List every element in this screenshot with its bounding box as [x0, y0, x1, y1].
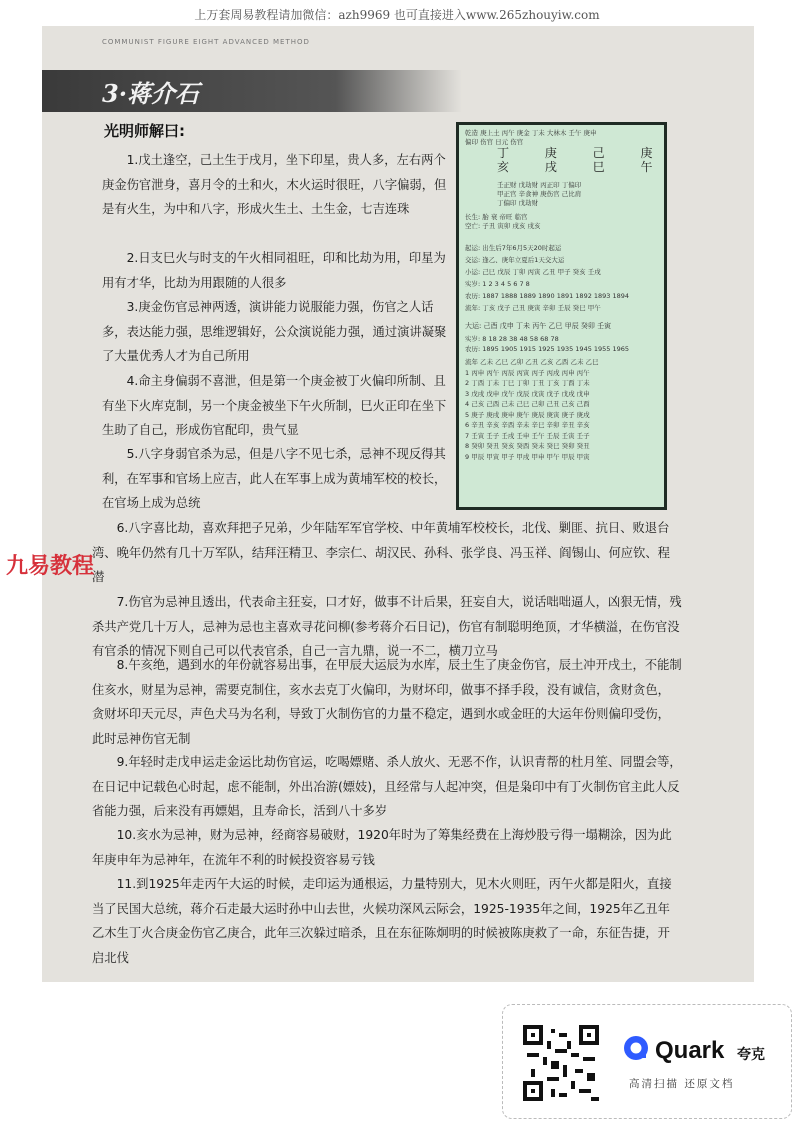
section-banner: [42, 70, 462, 112]
scanned-page: [42, 26, 754, 982]
grid-row: 8 癸卯 癸丑 癸亥 癸酉 癸未 癸巳 癸卯 癸丑: [465, 442, 590, 450]
chart-kongwang-row: 空亡: 子丑 寅卯 戌亥 戌亥: [465, 222, 541, 230]
subheading: 光明师解曰:: [104, 122, 185, 140]
paragraph-9: 9.年轻时走戊申运走金运比劫伤官运，吃喝嫖赌、杀人放火、无恶不作，认识青帮的杜月笙、同盟会等，在日记中记载色心时起，虑不能制，外出冶游(嫖妓)，且经常与人起冲突，但是枭印中有丁火制伤官主此人反省能力强，后来没有再嫖娼，且寿命长，活到八十多岁: [92, 755, 682, 818]
chart-changsheng-row: 长生: 胎 衰 帝旺 临官: [465, 213, 528, 221]
chart-jiaoyun-row: 交运: 逢乙、庚年立夏后1天交大运: [465, 256, 565, 264]
grid-row: 2 丁酉 丁未 丁巳 丁卯 丁丑 丁亥 丁酉 丁未: [465, 379, 590, 387]
paragraph-5: 5.八字身弱官杀为忌，但是八字不见七杀，忌神不现反得其利，在军事和官场上应吉，此人在军事上成为黄埔军校的校长，在官场上成为总统: [102, 447, 447, 510]
grid-row: 4 己亥 己酉 己未 己巳 己卯 己丑 己亥 己酉: [465, 400, 590, 408]
chart-header-row: 乾造 庚上土 丙午 庚金 丁未 大林木 壬午 庚申: [465, 129, 597, 137]
quark-wordmark: Quark: [655, 1037, 725, 1064]
grid-row: 1 丙申 丙午 丙辰 丙寅 丙子 丙戌 丙申 丙午: [465, 368, 590, 377]
grid-row: 6 辛丑 辛亥 辛酉 辛未 辛巳 辛卯 辛丑 辛亥: [465, 421, 590, 429]
quark-scan-badge[interactable]: [502, 1004, 792, 1119]
grid-row: 流年 乙未 乙巳 乙卯 乙丑 乙亥 乙酉 乙未 乙巳: [465, 358, 599, 366]
book-running-header: COMMUNIST FIGURE EIGHT ADVANCED METHOD: [102, 38, 310, 46]
brand-stamp: 九易教程: [6, 554, 95, 579]
paragraph-10: 10.亥水为忌神，财为忌神，经商容易破财，1920年时为了筹集经费在上海炒股亏得一塌糊涂，因为此年庚申年为忌神年，在流年不利的时候投资容易亏钱: [92, 828, 672, 867]
bazi-chart-panel: [456, 122, 667, 510]
chart-dayun-year-row: 农历: 1895 1905 1915 1925 1935 1945 1955 1965: [465, 345, 630, 353]
chart-liunian-grid: [465, 357, 660, 462]
chart-xiaoyun-row: 小运: 己巳 戊辰 丁卯 丙寅 乙丑 甲子 癸亥 壬戌: [465, 268, 601, 276]
section-title: 3·蒋介石: [102, 79, 200, 108]
paragraph-3: 3.庚金伤官忌神两透，演讲能力说服能力强，伤官之人话多，表达能力强，思维逻辑好，公众演说能力强，通过演讲凝聚了大量优秀人才为自己所用: [102, 300, 447, 363]
chart-shisui-row: 实岁: 1 2 3 4 5 6 7 8: [465, 280, 530, 288]
paragraph-8: 8.午亥绝，遇到水的年份就容易出事，在甲辰大运辰为水库，辰土生了庚金伤官，辰土冲开戌土，不能制住亥水，财星为忌神，需要克制住，亥水去克丁火偏印，为财坏印，做事不择手段，没有诚信，贪财贪色，贪财坏印天元尽，声色犬马为名利，导致丁火制伤官的力量不稳定，遇到水或金旺的大运年份则偏印受伤，此时忌神伤官无制: [92, 658, 682, 746]
quark-chinese-name: 夸克: [737, 1047, 765, 1063]
chart-nianli-row: 农历: 1887 1888 1889 1890 1891 1892 1893 1894: [465, 292, 630, 300]
top-watermark: 上万套周易教程请加微信：azh9969 也可直接进入www.265zhouyiw.com: [194, 8, 600, 22]
paragraph-6: 6.八字喜比劫，喜欢拜把子兄弟，少年陆军军官学校、中年黄埔军校校长，北伐、剿匪、抗日、败退台湾、晚年仍然有几十万军队，结拜汪精卫、李宗仁、胡汉民、孙科、张学良、冯玉祥、阎锡山、何应钦、程潜: [92, 521, 670, 584]
chart-hidden-row-3: 丁偏印 戊劫财: [497, 199, 539, 207]
chart-hidden-row-1: 壬正财 戊劫财 丙正印 丁偏印: [497, 181, 582, 189]
grid-row: 5 庚子 庚戌 庚申 庚午 庚辰 庚寅 庚子 庚戌: [465, 410, 590, 419]
paragraph-7: 7.伤官为忌神且透出，代表命主狂妄，口才好，做事不计后果，狂妄自大，说话咄咄逼人，凶狠无情，残杀共产党几十万人，忌神为忌也主喜欢寻花问柳(参考蒋介石日记)，伤官有制聪明绝顶，才华横溢，在伤官没有官杀的情况下则自己可以代表官杀，自己一言九鼎，说一不二，横刀立马: [92, 595, 682, 658]
chart-qiyun-row: 起运: 出生后7年6月5天20时起运: [465, 244, 562, 252]
grid-row: 3 戊戌 戊申 戊午 戊辰 戊寅 戊子 戊戌 戊申: [465, 389, 590, 398]
chart-dayun-age-row: 实岁: 8 18 28 38 48 58 68 78: [465, 335, 559, 343]
chart-hidden-row-2: 甲正官 辛食神 庚伤官 己比肩: [497, 190, 582, 198]
paragraph-4: 4.命主身偏弱不喜泄，但是第一个庚金被丁火偏印所制、且有坐下火库克制，另一个庚金被坐下午火所制，巳火正印在坐下生助了自己，形成伤官配印，贵气显: [102, 374, 447, 437]
grid-row: 9 甲辰 甲寅 甲子 甲戌 甲申 甲午 甲辰 甲寅: [465, 452, 590, 461]
chart-liunian-row: 流年: 丁亥 戊子 己丑 庚寅 辛卯 壬辰 癸巳 甲午: [465, 304, 601, 312]
grid-row: 7 壬寅 壬子 壬戌 壬申 壬午 壬辰 壬寅 壬子: [465, 431, 590, 440]
quark-logo-icon: [623, 1035, 649, 1061]
paragraph-11: 11.到1925年走丙午大运的时候，走印运为通根运，力量特别大，见木火则旺，丙午火都是阳火，直接当了民国大总统，蒋介石走最大运时孙中山去世，火候功深风云际会，1925-1935年之间，1925年乙丑年乙木生丁火合庚金伤官乙庚合，此年三次躲过暗杀，且在东征陈炯明的时候被陈庚救了一命，东征告捷，开启北伐: [92, 877, 672, 965]
chart-shishen-row: 偏印 伤官 日元 伤官: [465, 138, 524, 146]
quark-tagline: 高清扫描 还原文档: [629, 1078, 735, 1090]
qr-code-icon[interactable]: [523, 1025, 599, 1101]
chart-pillar-top: 丁 庚 己 庚: [497, 146, 653, 160]
paragraph-2: 2.日支巳火与时支的午火相同祖旺，印和比劫为用，印星为用有才华，比劫为用跟随的人很多: [102, 251, 446, 290]
chart-dayun-row: 大运: 己酉 戊申 丁未 丙午 乙巳 甲辰 癸卯 壬寅: [465, 322, 612, 330]
paragraph-1: 1.戊土逢空，己土生于戌月，坐下印星，贵人多，左右两个庚金伤官泄身，喜月令的土和火，木火运时很旺，八字偏弱，但是有火生，为中和八字，形成火生土、土生金，七吉连珠: [102, 153, 447, 216]
chart-pillar-bottom: 亥 戌 巳 午: [497, 160, 653, 174]
